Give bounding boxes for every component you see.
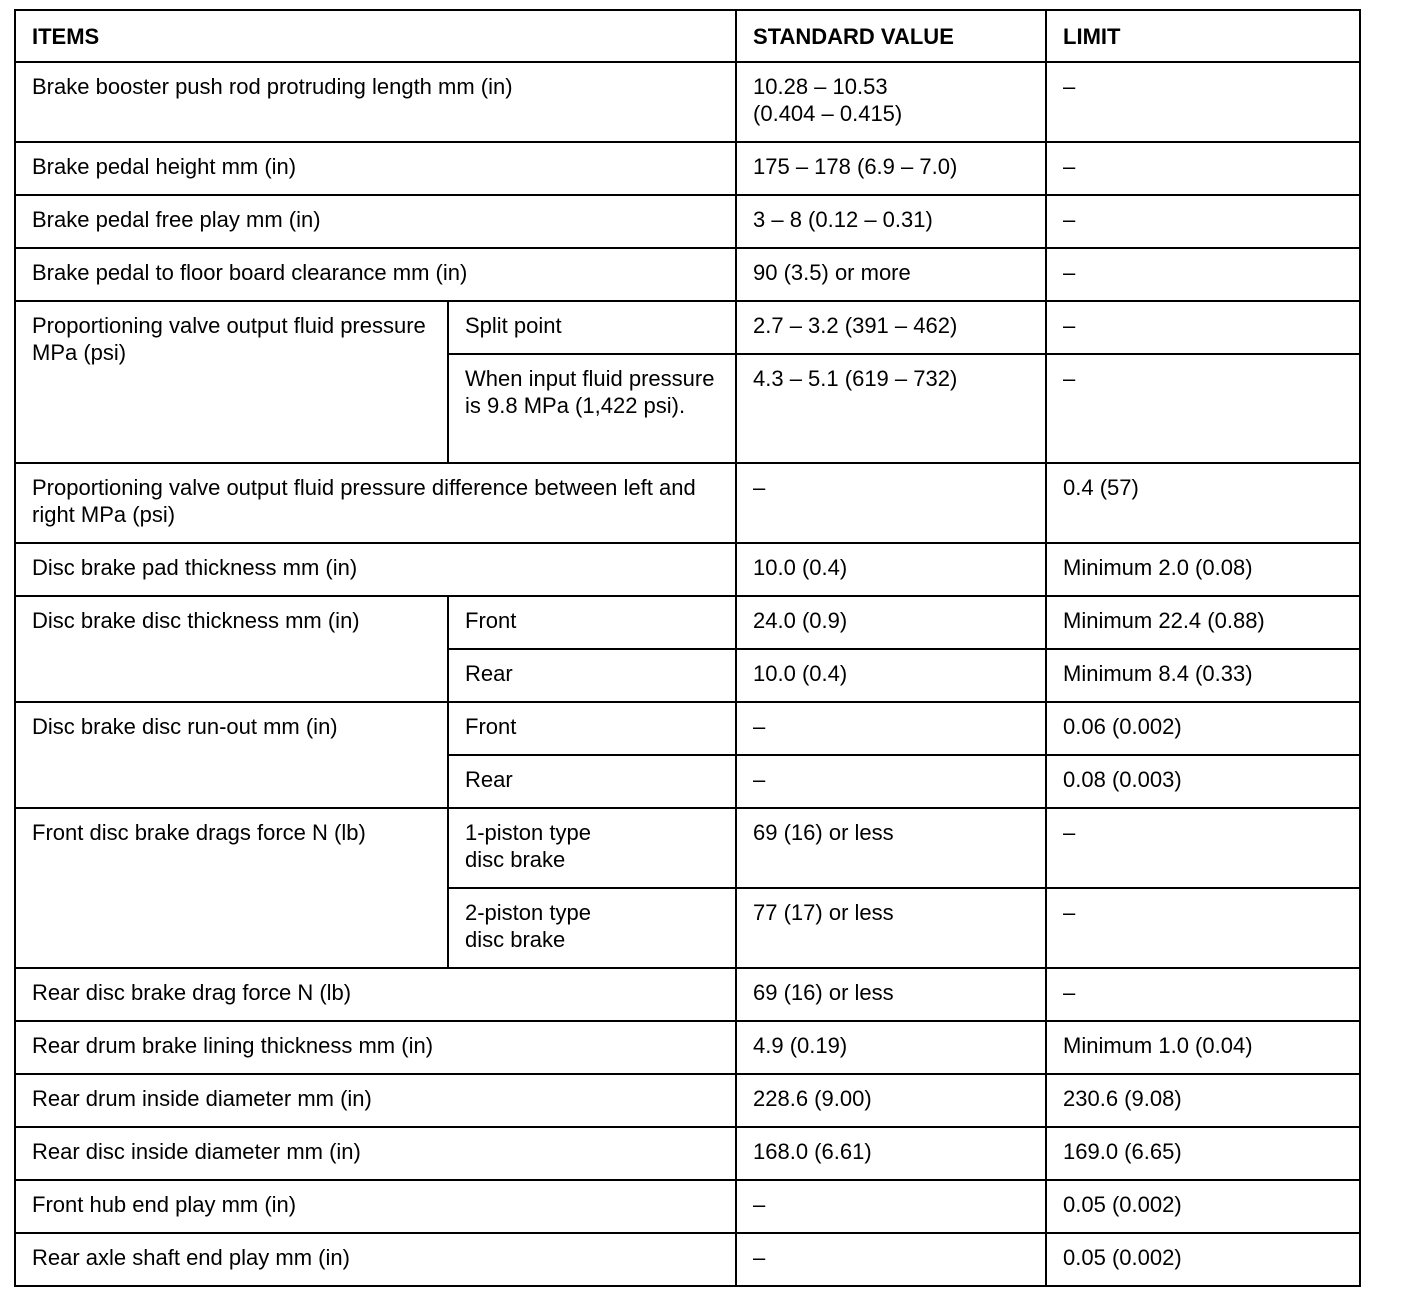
standard-cell: 168.0 (6.61)	[736, 1127, 1046, 1180]
item-cell: Rear drum inside diameter mm (in)	[15, 1074, 736, 1127]
table-row	[15, 195, 1360, 248]
item-cell: Rear disc inside diameter mm (in)	[15, 1127, 736, 1180]
standard-cell: 90 (3.5) or more	[736, 248, 1046, 301]
header-standard-value: STANDARD VALUE	[736, 10, 1046, 62]
sub-item-line: 1-piston type	[465, 820, 591, 845]
limit-cell: –	[1046, 248, 1360, 301]
limit-cell: –	[1046, 195, 1360, 248]
sub-item-cell: Rear	[448, 755, 736, 808]
limit-cell: –	[1046, 354, 1360, 463]
item-cell: Front hub end play mm (in)	[15, 1180, 736, 1233]
standard-cell: 10.0 (0.4)	[736, 543, 1046, 596]
standard-cell: 175 – 178 (6.9 – 7.0)	[736, 142, 1046, 195]
table-row	[15, 1180, 1360, 1233]
table-row	[15, 596, 1360, 649]
sub-item-line: disc brake	[465, 847, 566, 872]
item-cell: Disc brake disc thickness mm (in)	[15, 596, 448, 702]
item-cell: Disc brake disc run-out mm (in)	[15, 702, 448, 808]
service-specifications-table	[14, 9, 1361, 1287]
limit-cell: –	[1046, 142, 1360, 195]
sub-item-cell: Rear	[448, 649, 736, 702]
header-limit: LIMIT	[1046, 10, 1360, 62]
sub-item-line: 2-piston type	[465, 900, 591, 925]
item-cell: Rear axle shaft end play mm (in)	[15, 1233, 736, 1286]
limit-cell: –	[1046, 301, 1360, 354]
item-cell: Rear disc brake drag force N (lb)	[15, 968, 736, 1021]
table-row	[15, 142, 1360, 195]
limit-cell: –	[1046, 62, 1360, 142]
table-row	[15, 1233, 1360, 1286]
item-cell: Rear drum brake lining thickness mm (in)	[15, 1021, 736, 1074]
item-cell: Proportioning valve output fluid pressure MPa (psi)	[15, 301, 448, 463]
header-items: ITEMS	[15, 10, 736, 62]
sub-item-cell	[448, 888, 736, 968]
standard-cell: 24.0 (0.9)	[736, 596, 1046, 649]
item-cell: Brake pedal free play mm (in)	[15, 195, 736, 248]
table-row	[15, 1074, 1360, 1127]
limit-cell: –	[1046, 888, 1360, 968]
table-row	[15, 702, 1360, 755]
standard-cell: –	[736, 463, 1046, 543]
header-row	[15, 10, 1360, 62]
sub-item-cell	[448, 808, 736, 888]
limit-cell: –	[1046, 968, 1360, 1021]
standard-cell: 3 – 8 (0.12 – 0.31)	[736, 195, 1046, 248]
standard-cell: 2.7 – 3.2 (391 – 462)	[736, 301, 1046, 354]
table-row	[15, 248, 1360, 301]
table-row	[15, 1127, 1360, 1180]
standard-cell: –	[736, 1180, 1046, 1233]
sub-item-line: disc brake	[465, 927, 566, 952]
limit-cell: 230.6 (9.08)	[1046, 1074, 1360, 1127]
item-cell: Brake booster push rod protruding length mm (in)	[15, 62, 736, 142]
standard-cell: 69 (16) or less	[736, 968, 1046, 1021]
limit-cell: Minimum 2.0 (0.08)	[1046, 543, 1360, 596]
limit-cell: Minimum 8.4 (0.33)	[1046, 649, 1360, 702]
table-row	[15, 463, 1360, 543]
item-cell: Proportioning valve output fluid pressure difference between left and right MPa (psi)	[15, 463, 736, 543]
standard-cell: 4.3 – 5.1 (619 – 732)	[736, 354, 1046, 463]
standard-cell: –	[736, 755, 1046, 808]
sub-item-cell: Split point	[448, 301, 736, 354]
standard-cell: 228.6 (9.00)	[736, 1074, 1046, 1127]
table-row	[15, 543, 1360, 596]
item-cell: Front disc brake drags force N (lb)	[15, 808, 448, 968]
table-row	[15, 808, 1360, 888]
standard-cell: –	[736, 1233, 1046, 1286]
limit-cell: 169.0 (6.65)	[1046, 1127, 1360, 1180]
standard-line: 10.28 – 10.53	[753, 74, 888, 99]
item-cell: Brake pedal height mm (in)	[15, 142, 736, 195]
sub-item-cell: Front	[448, 702, 736, 755]
standard-cell	[736, 62, 1046, 142]
table-row	[15, 301, 1360, 354]
table-row	[15, 1021, 1360, 1074]
item-cell: Brake pedal to floor board clearance mm (in)	[15, 248, 736, 301]
item-cell: Disc brake pad thickness mm (in)	[15, 543, 736, 596]
limit-cell: 0.05 (0.002)	[1046, 1233, 1360, 1286]
standard-cell: –	[736, 702, 1046, 755]
limit-cell: –	[1046, 808, 1360, 888]
table-row	[15, 968, 1360, 1021]
standard-cell: 69 (16) or less	[736, 808, 1046, 888]
standard-cell: 4.9 (0.19)	[736, 1021, 1046, 1074]
limit-cell: 0.4 (57)	[1046, 463, 1360, 543]
limit-cell: Minimum 22.4 (0.88)	[1046, 596, 1360, 649]
limit-cell: 0.06 (0.002)	[1046, 702, 1360, 755]
standard-line: (0.404 – 0.415)	[753, 101, 903, 126]
table-row	[15, 62, 1360, 142]
sub-item-cell: Front	[448, 596, 736, 649]
limit-cell: Minimum 1.0 (0.04)	[1046, 1021, 1360, 1074]
standard-cell: 77 (17) or less	[736, 888, 1046, 968]
limit-cell: 0.08 (0.003)	[1046, 755, 1360, 808]
sub-item-cell: When input fluid pressure is 9.8 MPa (1,422 psi).	[448, 354, 736, 463]
limit-cell: 0.05 (0.002)	[1046, 1180, 1360, 1233]
standard-cell: 10.0 (0.4)	[736, 649, 1046, 702]
